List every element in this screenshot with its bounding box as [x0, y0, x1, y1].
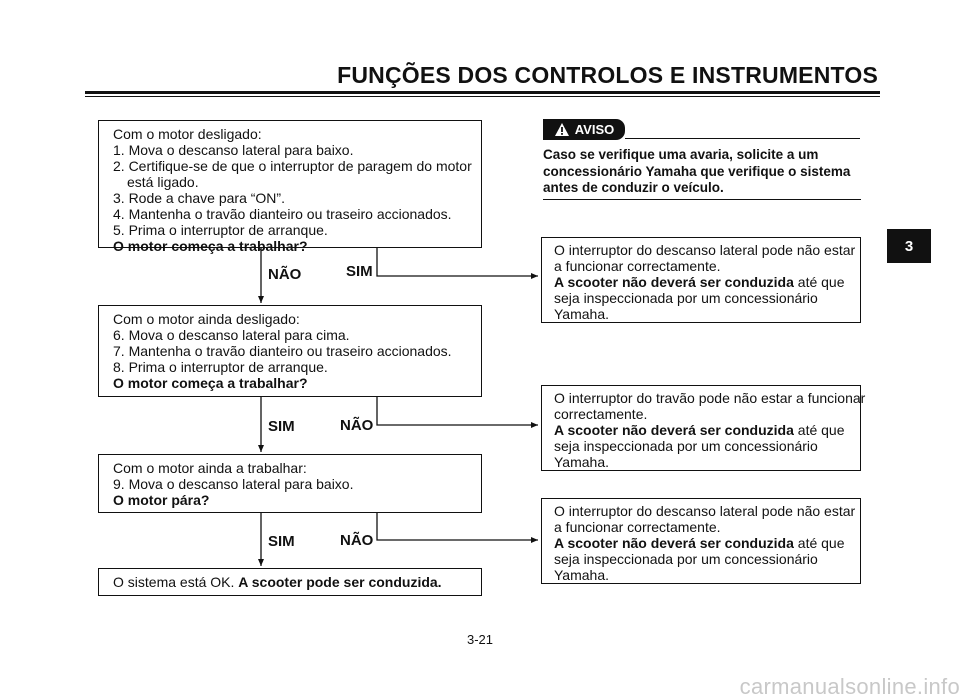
box2-question: O motor começa a trabalhar?	[113, 375, 308, 391]
box3-question: O motor pára?	[113, 492, 210, 508]
label-sim-1: SIM	[346, 263, 373, 280]
label-sim-2: SIM	[268, 418, 295, 435]
result1-line: a funcionar correctamente.	[554, 258, 721, 274]
result3-line: a funcionar correctamente.	[554, 519, 721, 535]
box3-step: 9. Mova o descanso lateral para baixo.	[113, 476, 354, 492]
box2-step: 8. Prima o interruptor de arranque.	[113, 359, 328, 375]
result-box-2	[541, 385, 866, 471]
result2-rest: até que	[793, 422, 845, 438]
box1-step: 3. Rode a chave para “ON”.	[113, 190, 285, 206]
result3-rest: até que	[793, 535, 845, 551]
result3-line: O interruptor do descanso lateral pode não estar	[554, 503, 856, 519]
result2-line: Yamaha.	[554, 454, 609, 470]
box2-intro: Com o motor ainda desligado:	[113, 311, 300, 327]
step-box-3	[98, 454, 482, 513]
warning-text: Caso se verifique uma avaria, solicite a um concessionário Yamaha que verifique o sistema antes de conduzir o veículo.	[543, 147, 851, 195]
final-ok-text: O sistema está OK.	[113, 574, 239, 590]
result3-line: seja inspeccionada por um concessionário	[554, 551, 818, 567]
box2-step: 7. Mantenha o travão dianteiro ou traseiro accionados.	[113, 343, 452, 359]
box2-step: 6. Mova o descanso lateral para cima.	[113, 327, 350, 343]
label-sim-3: SIM	[268, 533, 295, 550]
warning-rule-top	[625, 138, 860, 139]
result1-warning: A scooter não deverá ser conduzida	[554, 274, 794, 290]
final-ok-bold: A scooter pode ser conduzida.	[238, 574, 442, 590]
result3-warning: A scooter não deverá ser conduzida	[554, 535, 794, 551]
result-box-1	[541, 237, 861, 323]
warning-icon	[554, 122, 570, 137]
box1-step: 5. Prima o interruptor de arranque.	[113, 222, 328, 238]
step-box-1	[98, 120, 482, 254]
box1-step: 4. Mantenha o travão dianteiro ou traseiro accionados.	[113, 206, 452, 222]
arrow-box2-to-result2	[377, 397, 538, 425]
chapter-tab: 3	[887, 229, 931, 263]
warning-badge	[543, 119, 625, 140]
result2-line: O interruptor do travão pode não estar a funcionar	[554, 390, 866, 406]
result2-line: seja inspeccionada por um concessionário	[554, 438, 818, 454]
step-box-2	[98, 305, 482, 397]
result1-line: seja inspeccionada por um concessionário	[554, 290, 818, 306]
box1-step: 1. Mova o descanso lateral para baixo.	[113, 142, 354, 158]
label-nao-2: NÃO	[340, 417, 374, 434]
warning-badge-label: AVISO	[574, 122, 615, 137]
final-ok-box	[98, 568, 482, 596]
box1-step: está ligado.	[127, 174, 199, 190]
result1-line: Yamaha.	[554, 306, 609, 322]
box1-intro: Com o motor desligado:	[113, 126, 262, 142]
result1-rest: até que	[793, 274, 845, 290]
box1-question: O motor começa a trabalhar?	[113, 238, 308, 254]
result2-warning: A scooter não deverá ser conduzida	[554, 422, 794, 438]
watermark: carmanualsonline.info	[739, 674, 960, 699]
box1-step: 2. Certifique-se de que o interruptor de paragem do motor	[113, 158, 472, 174]
result1-line: O interruptor do descanso lateral pode não estar	[554, 242, 856, 258]
result-box-3	[541, 498, 861, 584]
arrow-box3-to-result3	[377, 513, 538, 540]
page-title: FUNÇÕES DOS CONTROLOS E INSTRUMENTOS	[337, 62, 878, 88]
box3-intro: Com o motor ainda a trabalhar:	[113, 460, 307, 476]
result2-line: correctamente.	[554, 406, 648, 422]
warning-rule-bottom	[543, 199, 861, 200]
page-number: 3-21	[466, 632, 494, 647]
result3-line: Yamaha.	[554, 567, 609, 583]
label-nao-3: NÃO	[340, 532, 374, 549]
label-nao-1: NÃO	[268, 266, 302, 283]
